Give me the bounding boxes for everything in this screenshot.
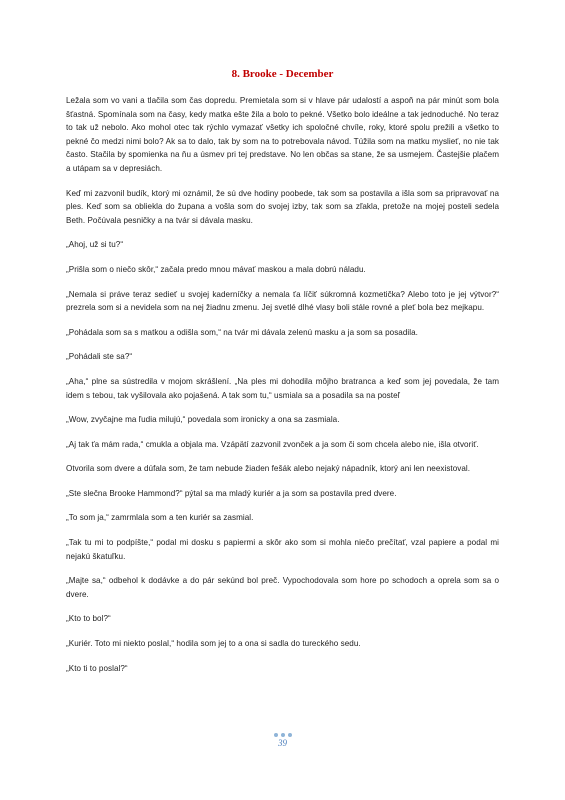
footer-dots-ornament [0,733,565,737]
paragraph: Keď mi zazvonil budík, ktorý mi oznámil, že sú dve hodiny poobede, tak som sa postavila a išla som sa pripravovať na ples. Keď som sa obliekla do župana a vošla som do svojej izby, tak som sa zľakla, pretože na mojej posteli sedela Beth. Počúvala pesničky a na tvár si dávala masku. [66,188,499,225]
page-footer [0,733,565,748]
paragraph: „Kto to bol?“ [66,614,111,624]
dot-icon [288,733,292,737]
paragraph: „To som ja,“ zamrmlala som a ten kuriér sa zasmial. [66,513,254,523]
paragraph: „Pohádali ste sa?“ [66,352,133,362]
paragraph: „Nemala si práve teraz sedieť u svojej kaderníčky a nemala ťa líčiť súkromná kozmetička? Alebo toto je jej výtvor?“ prezrela som si a nevidela som na nej žiadnu zmenu. Jej svetlé dlhé vlasy boli stále rovné a pleť bola bez mejkapu. [66,289,499,313]
paragraph: „Aj tak ťa mám rada,“ cmukla a objala ma. Vzápätí zazvonil zvonček a ja som či som chcela alebo nie, išla otvoriť. [66,439,479,449]
paragraph: „Wow, zvyčajne ma ľudia milujú,“ povedala som ironicky a ona sa zasmiala. [66,415,340,425]
paragraph: „Ahoj, už si tu?“ [66,240,124,250]
paragraph: „Ste slečna Brooke Hammond?“ pýtal sa ma mladý kuriér a ja som sa postavila pred dvere. [66,488,397,498]
paragraph: „Majte sa,“ odbehol k dodávke a do pár sekúnd bol preč. Vypochodovala som hore po schodoch a oprela som sa o dvere. [66,576,499,599]
chapter-title: 8. Brooke - December [231,68,334,80]
paragraph: „Aha,“ plne sa sústredila v mojom skrášlení. „Na ples mi dohodila môjho bratranca a keď som jej povedala, že tam idem s tebou, tak vyšilovala ako pojašená. A tak som tu,“ usmiala sa a posadila sa na posteľ [66,376,499,400]
paragraph: „Pohádala som sa s matkou a odišla som,“ na tvár mi dávala zelenú masku a ja som sa posadila. [66,327,418,337]
paragraph: Ležala som vo vani a tlačila som čas dopredu. Premietala som si v hlave pár udalostí a aspoň na pár minút som bola šťastná. Spomínala som na časy, kedy matka ešte žila a bolo to pekné. Všetko bolo ideálne a tak jednoduché. No teraz to tak už nebolo. Ako mohol otec tak rýchlo vymazať všetky ich spoločné chvíle, roky, ktoré spolu prežili a všetko to pekné čo medzi nimi bolo? Ak sa to dalo, tak by som na to potrebovala návod. Túžila som na matku myslieť, no nie tak často. Stačila by spomienka na ňu a úsmev pri tej predstave. No len občas sa stane, že sa usmejem. Častejšie plačem a utápam sa v depresiách. [66,96,499,173]
body-text [66,94,499,675]
page-number: 39 [278,738,287,748]
paragraph: „Kto ti to poslal?“ [66,663,128,673]
paragraph: „Prišla som o niečo skôr,“ začala predo mnou mávať maskou a mala dobrú náladu. [66,264,366,274]
dot-icon [281,733,285,737]
paragraph: „Kuriér. Toto mi niekto poslal,“ hodila som jej to a ona si sadla do tureckého sedu. [66,639,361,649]
paragraph: Otvorila som dvere a dúfala som, že tam nebude žiaden fešák alebo nejaký nápadník, ktorý ani len neexistoval. [66,464,471,474]
paragraph: „Tak tu mi to podpíšte,“ podal mi dosku s papiermi a skôr ako som si mohla niečo prečítať, vzal papiere a podal mi nejakú škatuľku. [66,538,499,561]
dot-icon [274,733,278,737]
